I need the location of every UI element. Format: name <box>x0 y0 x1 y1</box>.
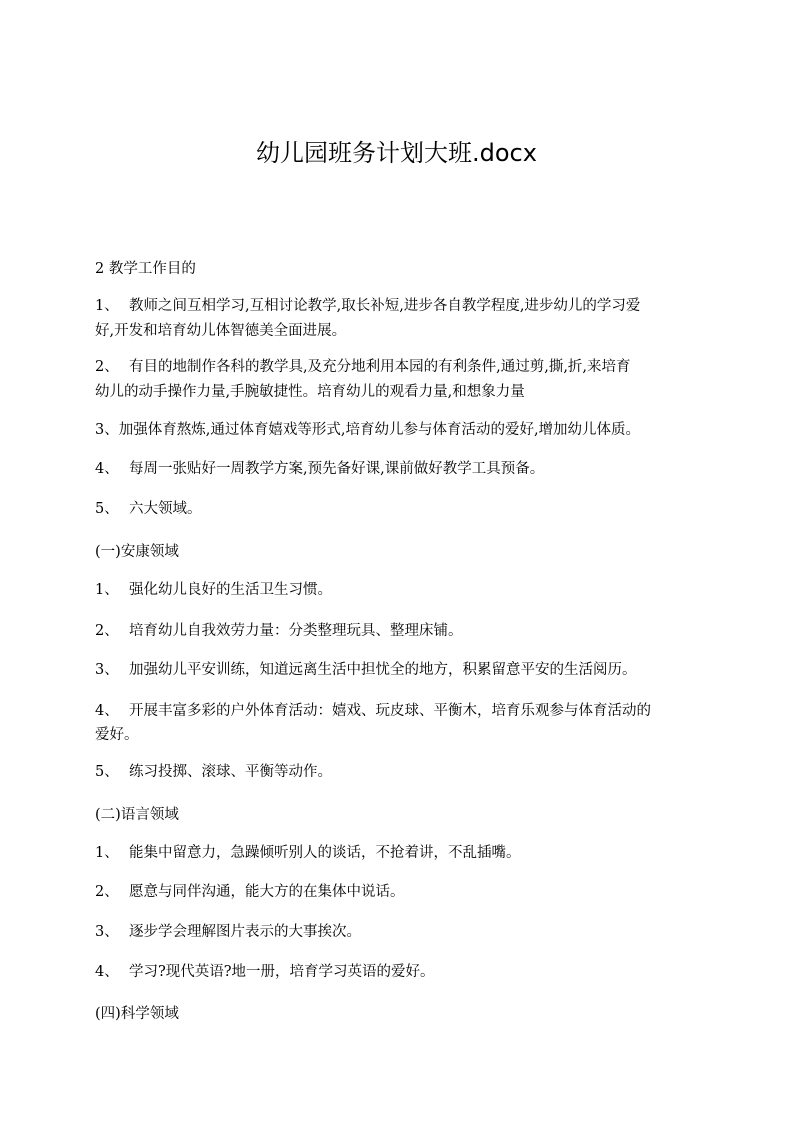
paragraph-line: 好,开发和培育幼儿体智德美全面进展。 <box>95 323 347 339</box>
paragraph-line: 4、 每周一张贴好一周教学方案,预先备好课,课前做好教学工具预备。 <box>95 461 545 477</box>
paragraph-line: 1、 教师之间互相学习,互相讨论教学,取长补短,进步各自教学程度,进步幼儿的学习爱 <box>95 298 641 314</box>
list-number: 4、 <box>95 703 119 719</box>
section-heading-teaching-goals: 2 教学工作目的 <box>95 261 196 277</box>
paragraph-line: 3、 逐步学会理解图片表示的大事挨次。 <box>95 924 361 940</box>
list-number: 5、 <box>95 501 119 517</box>
list-number: 1、 <box>95 298 119 314</box>
paragraph-line: 5、 六大领域。 <box>95 501 202 517</box>
paragraph-line: 3、加强体育熬炼,通过体育嬉戏等形式,培育幼儿参与体育活动的爱好,增加幼儿体质。 <box>95 422 641 438</box>
list-number: 2、 <box>95 359 119 375</box>
paragraph-line: 2、 有目的地制作各科的教学具,及充分地利用本园的有利条件,通过剪,撕,折,来培育 <box>95 359 631 375</box>
section-heading-health: (一)安康领域 <box>95 544 179 560</box>
list-number: 2、 <box>95 623 119 639</box>
list-number: 3、 <box>95 662 119 678</box>
list-number: 5、 <box>95 764 119 780</box>
list-number: 2、 <box>95 884 119 900</box>
paragraph-line: 3、 加强幼儿平安训练，知道远离生活中担忧全的地方，积累留意平安的生活阅历。 <box>95 662 637 678</box>
list-number: 4、 <box>95 461 119 477</box>
paragraph-line: 2、 培育幼儿自我效劳力量：分类整理玩具、整理床铺。 <box>95 623 463 639</box>
list-number: 1、 <box>95 582 119 598</box>
paragraph-line: 爱好。 <box>95 727 139 743</box>
paragraph-line: 4、 开展丰富多彩的户外体育活动：嬉戏、玩皮球、平衡木，培育乐观参与体育活动的 <box>95 703 651 719</box>
document-title: 幼儿园班务计划大班.docx <box>256 139 537 167</box>
section-heading-language: (二)语言领域 <box>95 807 179 823</box>
section-heading-science: (四)科学领域 <box>95 1006 179 1022</box>
list-number: 1、 <box>95 845 119 861</box>
paragraph-line: 4、 学习?现代英语?地一册，培育学习英语的爱好。 <box>95 964 435 980</box>
paragraph-line: 1、 能集中留意力，急躁倾听别人的谈话，不抢着讲，不乱插嘴。 <box>95 845 521 861</box>
paragraph-line: 1、 强化幼儿良好的生活卫生习惯。 <box>95 582 332 598</box>
paragraph-line: 2、 愿意与同伴沟通，能大方的在集体中说话。 <box>95 884 405 900</box>
paragraph-line: 5、 练习投掷、滚球、平衡等动作。 <box>95 764 332 780</box>
list-number: 3、 <box>95 924 119 940</box>
paragraph-line: 幼儿的动手操作力量,手腕敏捷性。培育幼儿的观看力量,和想象力量 <box>95 384 525 400</box>
list-number: 4、 <box>95 964 119 980</box>
